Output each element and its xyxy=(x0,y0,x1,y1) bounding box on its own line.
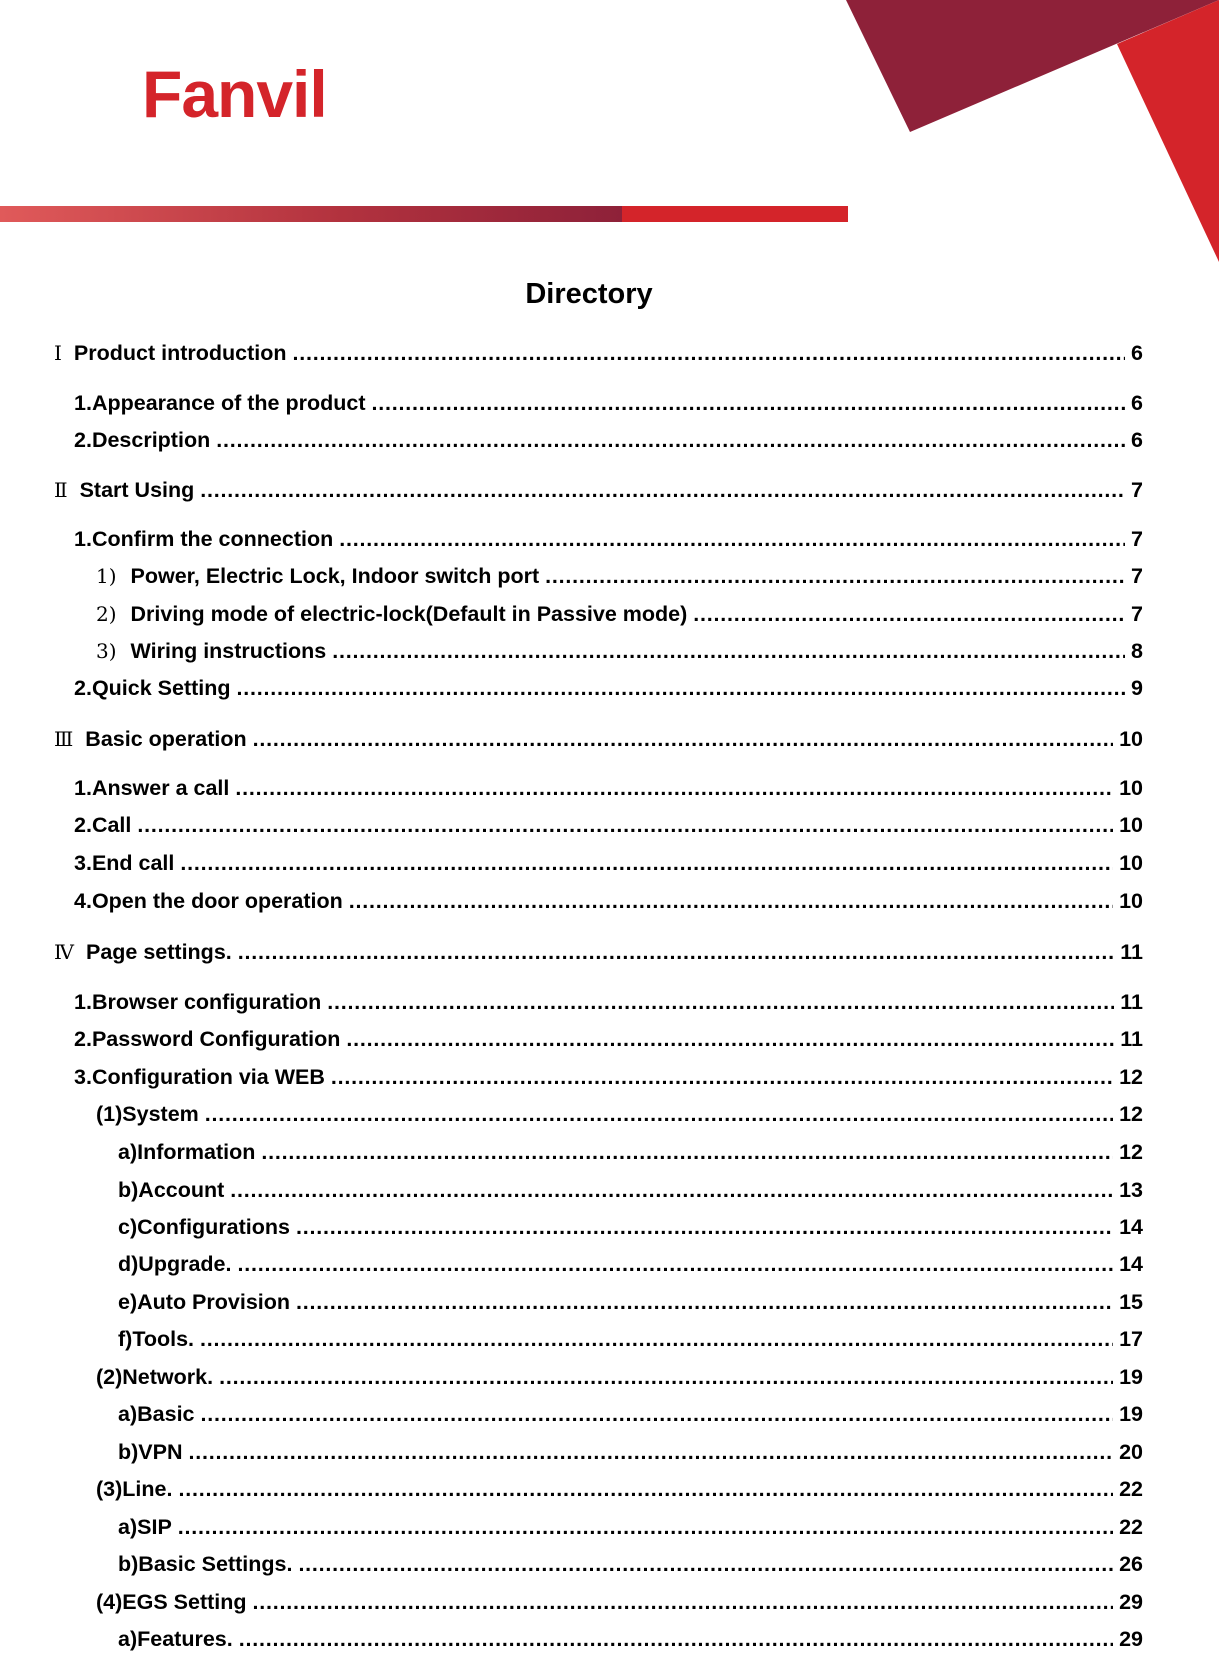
toc-entry-page: 12 xyxy=(1119,1102,1143,1126)
toc-entry-number: 1. xyxy=(74,776,92,800)
toc-dot-leader xyxy=(219,1363,1113,1391)
toc-dot-leader xyxy=(237,1250,1113,1278)
toc-entry[interactable] xyxy=(118,1550,1143,1578)
toc-entry[interactable] xyxy=(118,1325,1143,1353)
toc-entry-number: Ⅰ xyxy=(54,341,62,365)
toc-dot-leader xyxy=(331,1063,1113,1091)
toc-dot-leader xyxy=(293,339,1126,367)
fanvil-logo xyxy=(142,57,342,131)
toc-dot-leader xyxy=(216,426,1125,454)
toc-entry-page: 6 xyxy=(1131,341,1143,365)
toc-entry-page: 14 xyxy=(1119,1252,1143,1276)
toc-entry-page: 29 xyxy=(1119,1627,1143,1651)
page-title: Directory xyxy=(525,278,653,310)
toc-entry[interactable] xyxy=(96,1475,1143,1503)
toc-entry-page: 8 xyxy=(1131,639,1143,663)
toc-entry-label: Appearance of the product xyxy=(91,391,366,415)
toc-dot-leader xyxy=(298,1550,1113,1578)
toc-entry-label: System xyxy=(122,1102,199,1126)
toc-entry[interactable] xyxy=(96,1588,1143,1616)
toc-entry-label: Power, Electric Lock, Indoor switch port xyxy=(130,564,540,588)
toc-entry-number: f) xyxy=(118,1327,133,1351)
toc-entry[interactable] xyxy=(118,1213,1143,1241)
toc-entry[interactable] xyxy=(54,938,1143,966)
toc-dot-leader xyxy=(349,887,1113,915)
toc-entry[interactable] xyxy=(118,1250,1143,1278)
toc-entry-page: 15 xyxy=(1119,1290,1143,1314)
toc-entry-number: 2. xyxy=(74,428,92,452)
toc-entry-number: 2. xyxy=(74,813,92,837)
toc-entry[interactable] xyxy=(74,389,1143,417)
toc-entry[interactable] xyxy=(96,1363,1143,1391)
toc-entry[interactable] xyxy=(74,525,1143,553)
toc-entry-number: a) xyxy=(118,1402,138,1426)
toc-entry-label: Basic operation xyxy=(85,727,247,751)
toc-entry-number: (2) xyxy=(96,1365,123,1389)
toc-entry[interactable] xyxy=(74,811,1143,839)
toc-entry-page: 7 xyxy=(1131,478,1143,502)
toc-entry-page: 22 xyxy=(1119,1477,1143,1501)
toc-entry[interactable] xyxy=(118,1438,1143,1466)
toc-entry-label: Wiring instructions xyxy=(130,639,327,663)
toc-dot-leader xyxy=(296,1213,1113,1241)
toc-entry-page: 10 xyxy=(1119,813,1143,837)
toc-entry-page: 7 xyxy=(1131,527,1143,551)
toc-dot-leader xyxy=(239,1625,1113,1653)
toc-entry-page: 20 xyxy=(1119,1440,1143,1464)
toc-entry-page: 17 xyxy=(1119,1327,1143,1351)
toc-entry[interactable] xyxy=(118,1176,1143,1204)
toc-entry-page: 6 xyxy=(1131,391,1143,415)
toc-entry-label: Page settings. xyxy=(85,940,232,964)
toc-entry-number: a) xyxy=(118,1627,138,1651)
toc-entry-number: d) xyxy=(118,1252,139,1276)
toc-entry-page: 7 xyxy=(1131,564,1143,588)
toc-entry-label: Network. xyxy=(122,1365,214,1389)
toc-entry-page: 10 xyxy=(1119,851,1143,875)
toc-entry-number: Ⅱ xyxy=(54,478,68,502)
toc-entry[interactable] xyxy=(118,1513,1143,1541)
toc-entry[interactable] xyxy=(54,725,1143,753)
toc-entry-number: Ⅲ xyxy=(54,727,74,751)
toc-entry-number: 1. xyxy=(74,391,92,415)
toc-entry[interactable] xyxy=(74,674,1143,702)
toc-entry-label: Quick Setting xyxy=(91,676,231,700)
toc-entry-label: Upgrade. xyxy=(138,1252,232,1276)
toc-entry-label: Basic xyxy=(137,1402,195,1426)
toc-dot-leader xyxy=(261,1138,1113,1166)
toc-entry-number: 3. xyxy=(74,1065,92,1089)
toc-entry-page: 10 xyxy=(1119,727,1143,751)
toc-entry-number: 3. xyxy=(74,851,92,875)
toc-entry-label: Browser configuration xyxy=(91,990,322,1014)
toc-entry-page: 14 xyxy=(1119,1215,1143,1239)
toc-entry[interactable] xyxy=(74,1025,1143,1053)
toc-entry[interactable] xyxy=(118,1288,1143,1316)
toc-entry[interactable] xyxy=(96,600,1143,628)
toc-dot-leader xyxy=(201,1400,1114,1428)
toc-entry-page: 19 xyxy=(1119,1365,1143,1389)
toc-entry-number: 1. xyxy=(74,527,92,551)
toc-entry-page: 10 xyxy=(1119,776,1143,800)
toc-entry-label: Answer a call xyxy=(91,776,230,800)
toc-dot-leader xyxy=(180,849,1113,877)
toc-entry-number: 2. xyxy=(74,1027,92,1051)
toc-entry[interactable] xyxy=(74,988,1143,1016)
toc-dot-leader xyxy=(178,1513,1113,1541)
toc-entry-label: Account xyxy=(138,1178,225,1202)
toc-entry-number: (1) xyxy=(96,1102,123,1126)
toc-dot-leader xyxy=(332,637,1125,665)
toc-entry-label: EGS Setting xyxy=(122,1590,247,1614)
toc-dot-leader xyxy=(200,1325,1113,1353)
toc-dot-leader xyxy=(296,1288,1113,1316)
toc-entry-label: Password Configuration xyxy=(91,1027,341,1051)
toc-entry-number: a) xyxy=(118,1140,138,1164)
toc-entry[interactable] xyxy=(54,339,1143,367)
toc-entry[interactable] xyxy=(96,1100,1143,1128)
toc-entry-label: Auto Provision xyxy=(137,1290,291,1314)
toc-entry[interactable] xyxy=(118,1400,1143,1428)
toc-entry-number: 1. xyxy=(74,990,92,1014)
toc-entry-label: Description xyxy=(91,428,211,452)
toc-entry-label: Information xyxy=(137,1140,256,1164)
toc-entry-label: Configurations xyxy=(137,1215,290,1239)
toc-entry[interactable] xyxy=(118,1138,1143,1166)
toc-entry[interactable] xyxy=(54,476,1143,504)
toc-dot-leader xyxy=(238,938,1115,966)
toc-entry-number: e) xyxy=(118,1290,138,1314)
toc-entry-label: Line. xyxy=(122,1477,173,1501)
toc-entry-page: 11 xyxy=(1120,940,1143,964)
toc-entry-number: 2) xyxy=(96,602,117,626)
toc-entry-number: 4. xyxy=(74,889,92,913)
header-bar-red xyxy=(622,206,848,222)
toc-entry[interactable] xyxy=(74,1063,1143,1091)
toc-entry-number: 3) xyxy=(96,639,117,663)
toc-dot-leader xyxy=(189,1438,1114,1466)
toc-entry-label: Open the door operation xyxy=(91,889,343,913)
toc-entry-number: b) xyxy=(118,1552,139,1576)
toc-entry[interactable] xyxy=(74,426,1143,454)
toc-entry-label: Tools. xyxy=(132,1327,195,1351)
toc-dot-leader xyxy=(253,725,1113,753)
toc-entry-page: 7 xyxy=(1131,602,1143,626)
toc-entry[interactable] xyxy=(96,562,1143,590)
toc-entry-label: Features. xyxy=(137,1627,233,1651)
toc-dot-leader xyxy=(137,811,1113,839)
toc-entry-label: Confirm the connection xyxy=(91,527,334,551)
toc-entry-page: 10 xyxy=(1119,889,1143,913)
toc-entry-label: SIP xyxy=(137,1515,172,1539)
toc-dot-leader xyxy=(230,1176,1113,1204)
toc-entry-page: 12 xyxy=(1119,1065,1143,1089)
toc-dot-leader xyxy=(253,1588,1114,1616)
toc-dot-leader xyxy=(545,562,1125,590)
toc-entry-number: Ⅳ xyxy=(54,940,74,964)
corner-red-stripe xyxy=(1117,0,1219,262)
toc-entry-page: 11 xyxy=(1120,990,1143,1014)
toc-dot-leader xyxy=(346,1025,1114,1053)
toc-entry-number: 2. xyxy=(74,676,92,700)
toc-entry-label: Start Using xyxy=(79,478,195,502)
toc-entry[interactable] xyxy=(118,1625,1143,1653)
toc-dot-leader xyxy=(200,476,1125,504)
logo-text: Fanvil xyxy=(142,57,327,131)
toc-entry-number: (4) xyxy=(96,1590,123,1614)
toc-entry-label: VPN xyxy=(138,1440,183,1464)
toc-entry-label: Call xyxy=(91,813,132,837)
toc-entry-number: 1) xyxy=(96,564,117,588)
toc-entry[interactable] xyxy=(74,887,1143,915)
toc-entry-number: b) xyxy=(118,1178,139,1202)
toc-dot-leader xyxy=(693,600,1125,628)
toc-entry-number: a) xyxy=(118,1515,138,1539)
toc-entry[interactable] xyxy=(96,637,1143,665)
toc-entry-label: Product introduction xyxy=(73,341,287,365)
toc-entry-number: b) xyxy=(118,1440,139,1464)
toc-entry-label: Basic Settings. xyxy=(138,1552,293,1576)
toc-dot-leader xyxy=(235,774,1113,802)
toc-dot-leader xyxy=(372,389,1126,417)
toc-entry-page: 11 xyxy=(1120,1027,1143,1051)
toc-dot-leader xyxy=(327,988,1114,1016)
toc-entry-page: 12 xyxy=(1119,1140,1143,1164)
toc-entry-page: 6 xyxy=(1131,428,1143,452)
toc-entry-page: 19 xyxy=(1119,1402,1143,1426)
toc-dot-leader xyxy=(237,674,1126,702)
header-decoration xyxy=(0,0,1219,270)
toc-entry-page: 26 xyxy=(1119,1552,1143,1576)
toc-entry-label: Driving mode of electric-lock(Default in Passive mode) xyxy=(130,602,688,626)
toc-dot-leader xyxy=(205,1100,1113,1128)
toc-entry-label: End call xyxy=(91,851,175,875)
toc-entry-number: (3) xyxy=(96,1477,123,1501)
toc-entry-page: 9 xyxy=(1131,676,1143,700)
header-bar-gradient xyxy=(0,206,622,222)
toc-dot-leader xyxy=(178,1475,1113,1503)
toc-entry[interactable] xyxy=(74,849,1143,877)
toc-entry-number: c) xyxy=(118,1215,138,1239)
toc-entry[interactable] xyxy=(74,774,1143,802)
toc-entry-page: 13 xyxy=(1119,1178,1143,1202)
toc-dot-leader xyxy=(339,525,1125,553)
toc-entry-label: Configuration via WEB xyxy=(91,1065,325,1089)
toc-entry-page: 29 xyxy=(1119,1590,1143,1614)
toc-entry-page: 22 xyxy=(1119,1515,1143,1539)
